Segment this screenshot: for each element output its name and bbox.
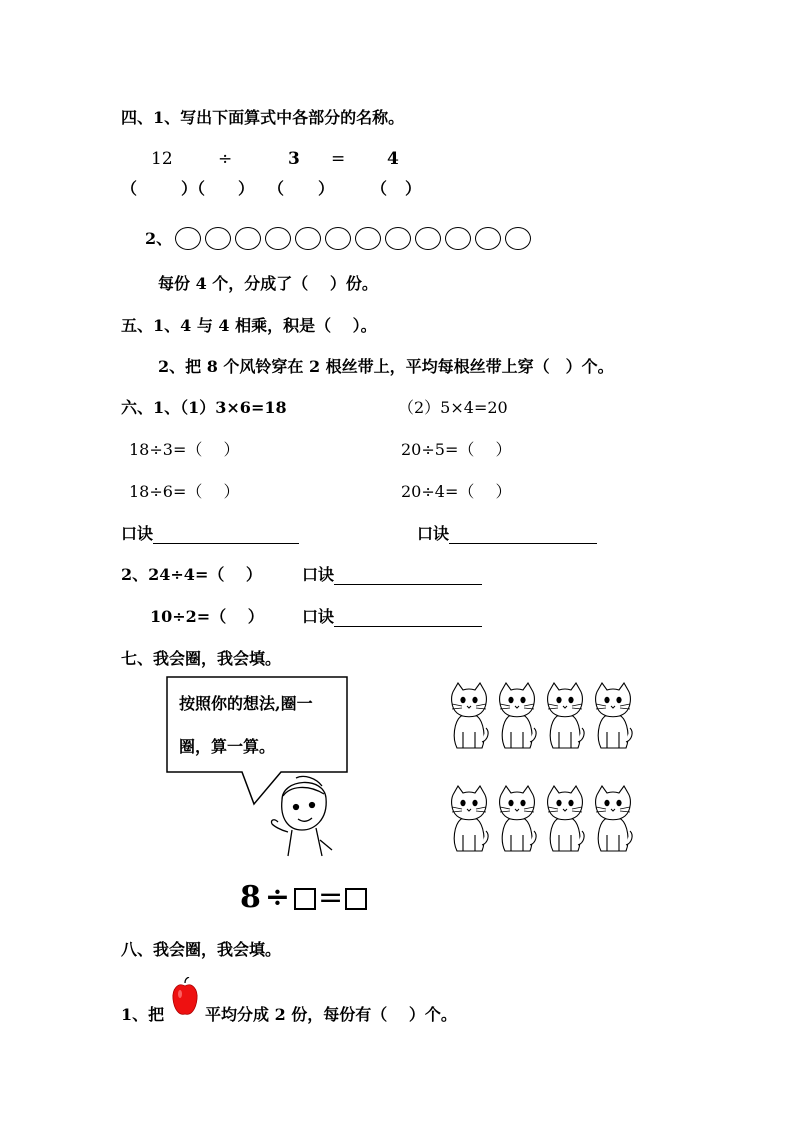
s7-title: 七、我会圈，我会填。 xyxy=(121,649,282,668)
s6-right-eq2: 20÷4=（ ） xyxy=(401,482,512,501)
s6-left-eq1: 18÷3=（ ） xyxy=(129,440,240,459)
circle-item[interactable] xyxy=(295,227,321,250)
circle-item[interactable] xyxy=(415,227,441,250)
s8-q1-post: 平均分成 2 份，每份有（ ）个。 xyxy=(205,1005,457,1024)
s6-q2b: 10÷2=（ ） xyxy=(150,607,264,626)
paren-3-open: （ xyxy=(268,179,285,198)
koujue-left xyxy=(121,524,299,544)
s6-q1-left-text: 六、1、（1）3×6=18 xyxy=(121,398,287,417)
cat-icon[interactable] xyxy=(448,785,490,859)
s6-q2a: 2、24÷4=（ ） xyxy=(121,565,262,584)
circle-row xyxy=(175,227,533,251)
expr-div-sign: ÷ xyxy=(218,149,233,169)
formula-box-1[interactable] xyxy=(294,888,316,910)
cat-group xyxy=(448,682,648,862)
koujue-q2a xyxy=(302,565,482,585)
apple-icon xyxy=(170,977,200,1017)
cat-icon[interactable] xyxy=(496,785,538,859)
circle-item[interactable] xyxy=(475,227,501,250)
s8-title: 八、我会圈，我会填。 xyxy=(121,940,282,959)
expr-quotient: 4 xyxy=(387,149,399,169)
cat-icon[interactable] xyxy=(496,682,538,756)
boy-cartoon xyxy=(266,770,338,860)
circle-item[interactable] xyxy=(355,227,381,250)
expr-dividend: 12 xyxy=(151,149,173,169)
s6-left-eq2: 18÷6=（ ） xyxy=(129,482,240,501)
formula-number: 8 xyxy=(240,880,261,915)
circle-item[interactable] xyxy=(265,227,291,250)
circle-item[interactable] xyxy=(505,227,531,250)
koujue-left-blank[interactable] xyxy=(153,525,299,544)
bubble-line-2: 圈，算一算。 xyxy=(179,737,276,756)
koujue-q2a-blank[interactable] xyxy=(334,566,482,585)
circle-item[interactable] xyxy=(235,227,261,250)
circle-item[interactable] xyxy=(385,227,411,250)
cat-icon[interactable] xyxy=(544,785,586,859)
s7-formula xyxy=(240,878,367,918)
formula-equals-sign: = xyxy=(318,880,344,915)
bubble-line-1: 按照你的想法,圈一 xyxy=(179,694,313,713)
koujue-right xyxy=(417,524,597,544)
circle-item[interactable] xyxy=(205,227,231,250)
koujue-q2a-label: 口诀 xyxy=(302,565,335,584)
s6-right-eq1: 20÷5=（ ） xyxy=(401,440,512,459)
s5-q1: 五、1、4 与 4 相乘，积是（ ）。 xyxy=(121,316,377,335)
paren-2-close: ） xyxy=(238,179,255,198)
koujue-left-label: 口诀 xyxy=(121,524,154,543)
paren-1-open: （ xyxy=(121,179,138,198)
paren-1-close-2-open: ）（ xyxy=(181,179,206,198)
paren-4-open: （ xyxy=(371,179,388,198)
koujue-right-blank[interactable] xyxy=(449,525,597,544)
expr-divisor: 3 xyxy=(288,149,300,169)
formula-divide-sign: ÷ xyxy=(264,880,291,915)
circle-item[interactable] xyxy=(175,227,201,250)
s6-q1-left xyxy=(121,398,287,418)
koujue-q2b xyxy=(302,607,482,627)
circle-item[interactable] xyxy=(325,227,351,250)
cat-icon[interactable] xyxy=(544,682,586,756)
s8-q1-pre: 1、把 xyxy=(121,1005,165,1024)
formula-box-2[interactable] xyxy=(345,888,367,910)
paren-4-close: ） xyxy=(405,179,422,198)
paren-3-close: ） xyxy=(318,179,335,198)
expr-eq-sign: = xyxy=(331,149,346,169)
cat-icon[interactable] xyxy=(592,785,634,859)
s6-q1-right: （2）5×4=20 xyxy=(398,398,508,417)
s4-q1-heading: 四、1、写出下面算式中各部分的名称。 xyxy=(121,108,405,127)
s4-q2-label: 2、 xyxy=(145,229,173,248)
koujue-right-label: 口诀 xyxy=(417,524,450,543)
s5-q2: 2、把 8 个风铃穿在 2 根丝带上，平均每根丝带上穿（ ）个。 xyxy=(158,357,614,376)
cat-icon[interactable] xyxy=(592,682,634,756)
s4-q2-text: 每份 4 个，分成了（ ）份。 xyxy=(158,274,378,293)
cat-icon[interactable] xyxy=(448,682,490,756)
circle-item[interactable] xyxy=(445,227,471,250)
koujue-q2b-blank[interactable] xyxy=(334,608,482,627)
koujue-q2b-label: 口诀 xyxy=(302,607,335,626)
